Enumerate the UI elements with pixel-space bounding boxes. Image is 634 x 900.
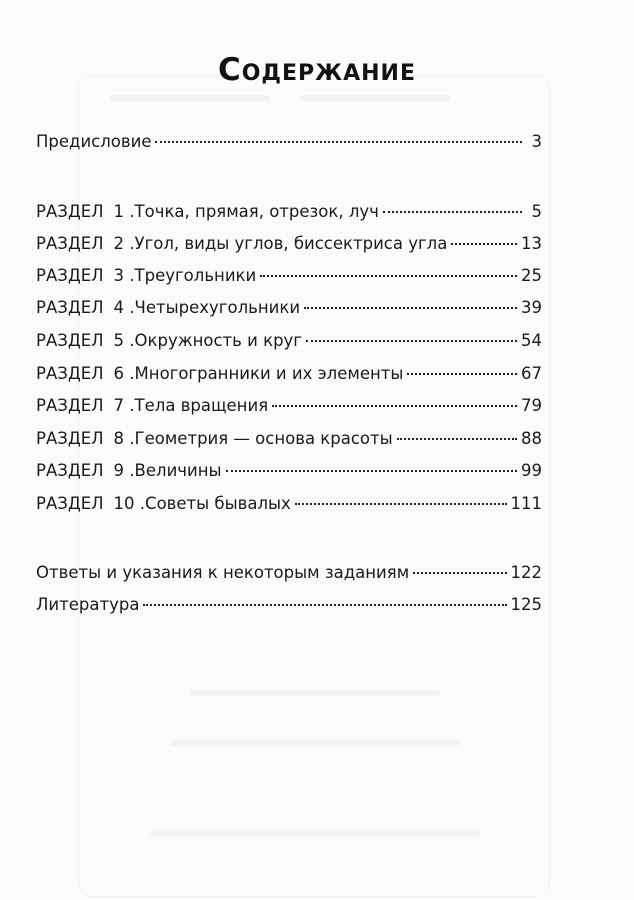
dot-leader	[451, 242, 517, 245]
dot-leader	[260, 274, 517, 277]
dot-leader	[226, 469, 517, 472]
toc-entry-section[interactable]	[36, 264, 542, 288]
entry-title: Советы бывалых	[145, 494, 291, 513]
section-number: 10 .	[113, 494, 146, 513]
section-keyword: РАЗДЕЛ	[36, 396, 104, 415]
toc-entry-section[interactable]	[36, 492, 542, 516]
toc-entry-section[interactable]	[36, 232, 542, 256]
bleed-through-mark	[170, 740, 460, 746]
toc-entry-answers[interactable]	[36, 561, 542, 585]
section-keyword: РАЗДЕЛ	[36, 331, 104, 350]
section-number: 4 .	[113, 298, 135, 317]
entry-page: 13	[521, 234, 542, 253]
dot-leader	[397, 437, 517, 440]
dot-leader	[304, 306, 517, 309]
section-keyword: РАЗДЕЛ	[36, 461, 104, 480]
toc-entry-section[interactable]	[36, 200, 542, 224]
dot-leader	[295, 502, 507, 505]
section-keyword: РАЗДЕЛ	[36, 266, 104, 285]
entry-title: Многогранники и их элементы	[134, 364, 404, 383]
section-number: 2 .	[113, 234, 135, 253]
entry-title: Геометрия — основа красоты	[134, 429, 393, 448]
dot-leader	[383, 210, 522, 213]
section-number: 6 .	[113, 364, 135, 383]
section-keyword: РАЗДЕЛ	[36, 429, 104, 448]
entry-page: 79	[521, 396, 542, 415]
entry-title: Четырехугольники	[134, 298, 301, 317]
dot-leader	[413, 571, 506, 574]
section-number: 7 .	[113, 396, 135, 415]
entry-title: Литература	[36, 595, 140, 614]
toc-entry-section[interactable]	[36, 329, 542, 353]
entry-page: 5	[531, 202, 542, 221]
section-number: 8 .	[113, 429, 135, 448]
entry-page: 111	[510, 494, 542, 513]
toc-entry-preface[interactable]	[36, 130, 542, 154]
toc-entry-section[interactable]	[36, 394, 542, 418]
bleed-through-mark	[110, 95, 270, 101]
entry-title: Ответы и указания к некоторым заданиям	[36, 563, 410, 582]
dot-leader	[143, 603, 506, 606]
toc-entry-section[interactable]	[36, 427, 542, 451]
dot-leader	[306, 339, 517, 342]
toc-entry-section[interactable]	[36, 296, 542, 320]
bleed-through-frame	[78, 75, 550, 897]
entry-page: 3	[531, 132, 542, 151]
entry-page: 122	[510, 563, 542, 582]
entry-page: 99	[521, 461, 542, 480]
section-keyword: РАЗДЕЛ	[36, 202, 104, 221]
entry-title: Треугольники	[134, 266, 257, 285]
entry-page: 39	[521, 298, 542, 317]
toc-entry-section[interactable]	[36, 362, 542, 386]
dot-leader	[407, 372, 517, 375]
entry-title: Тела вращения	[134, 396, 269, 415]
toc-entry-literature[interactable]	[36, 593, 542, 617]
entry-page: 88	[521, 429, 542, 448]
entry-page: 67	[521, 364, 542, 383]
section-number: 5 .	[113, 331, 135, 350]
entry-title: Точка, прямая, отрезок, луч	[134, 202, 379, 221]
dot-leader	[155, 140, 522, 143]
section-number: 9 .	[113, 461, 135, 480]
entry-page: 54	[521, 331, 542, 350]
bleed-through-mark	[150, 830, 480, 836]
entry-title: Угол, виды углов, биссектриса угла	[134, 234, 448, 253]
entry-page: 125	[510, 595, 542, 614]
entry-title: Величины	[134, 461, 222, 480]
entry-title: Предисловие	[36, 132, 152, 151]
section-number: 3 .	[113, 266, 135, 285]
entry-page: 25	[521, 266, 542, 285]
entry-title: Окружность и круг	[134, 331, 302, 350]
section-number: 1 .	[113, 202, 135, 221]
bleed-through-mark	[300, 95, 450, 101]
section-keyword: РАЗДЕЛ	[36, 494, 104, 513]
section-keyword: РАЗДЕЛ	[36, 234, 104, 253]
page-title: Содержание	[217, 52, 416, 88]
section-keyword: РАЗДЕЛ	[36, 298, 104, 317]
bleed-through-mark	[190, 690, 440, 696]
toc-entry-section[interactable]	[36, 459, 542, 483]
dot-leader	[272, 404, 517, 407]
section-keyword: РАЗДЕЛ	[36, 364, 104, 383]
